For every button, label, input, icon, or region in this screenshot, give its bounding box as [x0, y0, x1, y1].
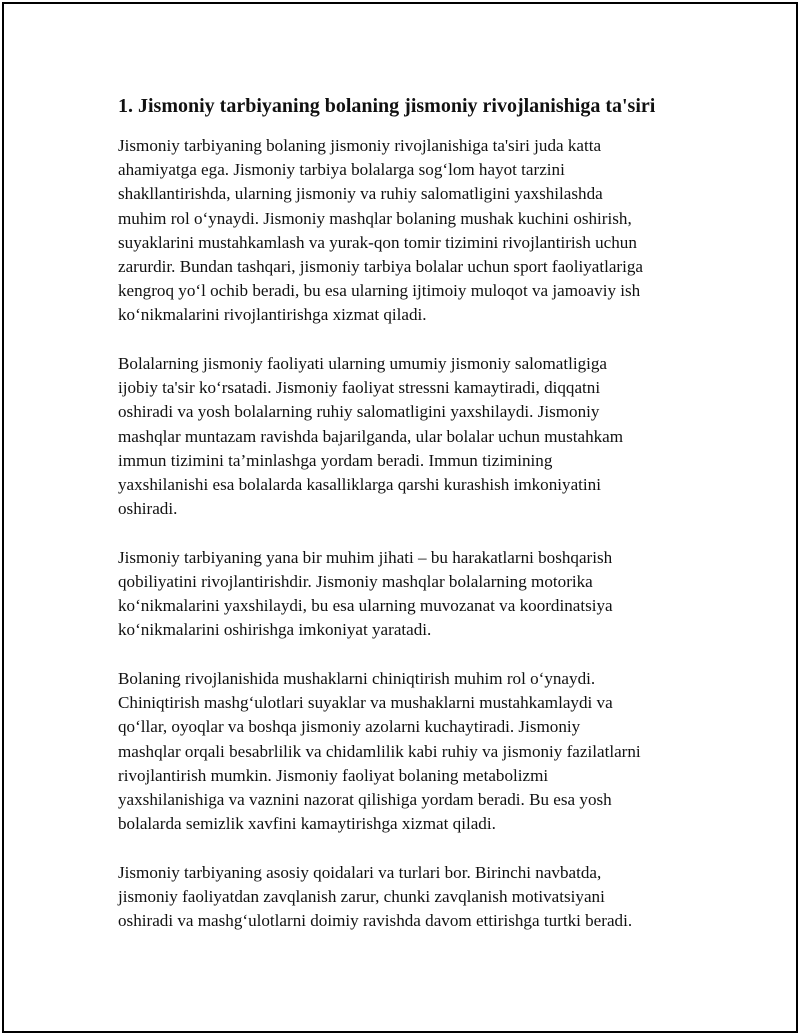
- text-line: Bolalarning jismoniy faoliyati ularning umumiy jismoniy salomatligiga: [118, 354, 608, 374]
- text-line: ko‘nikmalarini rivojlantirishga xizmat qiladi.: [118, 305, 427, 325]
- text-line: kengroq yo‘l ochib beradi, bu esa ularning ijtimoiy muloqot va jamoaviy ish: [118, 281, 641, 301]
- text-line: jismoniy faoliyatdan zavqlanish zarur, chunki zavqlanish motivatsiyani: [118, 887, 605, 907]
- section-heading: 1. Jismoniy tarbiyaning bolaning jismoniy rivojlanishiga ta'siri: [118, 95, 656, 117]
- text-line: yaxshilanishiga va vaznini nazorat qilishiga yordam beradi. Bu esa yosh: [118, 790, 612, 810]
- text-line: bolalarda semizlik xavfini kamaytirishga xizmat qiladi.: [118, 814, 496, 834]
- document-body: [118, 92, 698, 958]
- text-line: Chiniqtirish mashg‘ulotlari suyaklar va mushaklarni mustahkamlaydi va: [118, 693, 613, 713]
- paragraph-1: [118, 134, 698, 328]
- text-line: suyaklarini mustahkamlash va yurak-qon tomir tizimini rivojlantirish uchun: [118, 232, 637, 252]
- text-line: Bolaning rivojlanishida mushaklarni chiniqtirish muhim rol o‘ynaydi.: [118, 669, 596, 689]
- paragraph-2: [118, 352, 698, 521]
- text-line: immun tizimini ta’minlashga yordam beradi. Immun tizimining: [118, 450, 553, 470]
- text-line: oshiradi va yosh bolalarning ruhiy salomatligini yaxshilaydi. Jismoniy: [118, 402, 600, 422]
- text-line: Jismoniy tarbiyaning bolaning jismoniy rivojlanishiga ta'siri juda katta: [118, 136, 602, 155]
- text-line: yaxshilanishi esa bolalarda kasalliklarga qarshi kurashish imkoniyatini: [118, 475, 601, 495]
- text-line: mashqlar orqali besabrlilik va chidamlilik kabi ruhiy va jismoniy fazilatlarni: [118, 741, 641, 761]
- text-line: Jismoniy tarbiyaning yana bir muhim jihati – bu harakatlarni boshqarish: [118, 547, 613, 567]
- text-line: rivojlantirish mumkin. Jismoniy faoliyat bolaning metabolizmi: [118, 765, 549, 785]
- text-line: muhim rol o‘ynaydi. Jismoniy mashqlar bolaning mushak kuchini oshirish,: [118, 208, 632, 228]
- text-line: ko‘nikmalarini oshirishga imkoniyat yaratadi.: [118, 620, 432, 640]
- text-line: mashqlar muntazam ravishda bajarilganda, ular bolalar uchun mustahkam: [118, 426, 624, 446]
- paragraph-3: [118, 546, 698, 643]
- text-line: ahamiyatga ega. Jismoniy tarbiya bolalarga sog‘lom hayot tarzini: [118, 160, 565, 180]
- text-line: qobiliyatini rivojlantirishdir. Jismoniy mashqlar bolalarning motorika: [118, 572, 593, 592]
- paragraph-4: [118, 667, 698, 836]
- paragraph-5: [118, 861, 698, 934]
- text-line: shakllantirishda, ularning jismoniy va ruhiy salomatligini yaxshilashda: [118, 184, 603, 204]
- text-line: ko‘nikmalarini yaxshilaydi, bu esa ularning muvozanat va koordinatsiya: [118, 596, 613, 616]
- text-line: Jismoniy tarbiyaning asosiy qoidalari va turlari bor. Birinchi navbatda,: [118, 862, 602, 882]
- text-line: zarurdir. Bundan tashqari, jismoniy tarbiya bolalar uchun sport faoliyatlariga: [118, 257, 644, 277]
- text-line: oshiradi.: [118, 499, 178, 519]
- text-line: qo‘llar, oyoqlar va boshqa jismoniy azolarni kuchaytiradi. Jismoniy: [118, 717, 581, 737]
- text-line: ijobiy ta'sir ko‘rsatadi. Jismoniy faoliyat stressni kamaytiradi, diqqatni: [118, 378, 601, 398]
- text-line: oshiradi va mashg‘ulotlarni doimiy ravishda davom ettirishga turtki beradi.: [118, 911, 633, 931]
